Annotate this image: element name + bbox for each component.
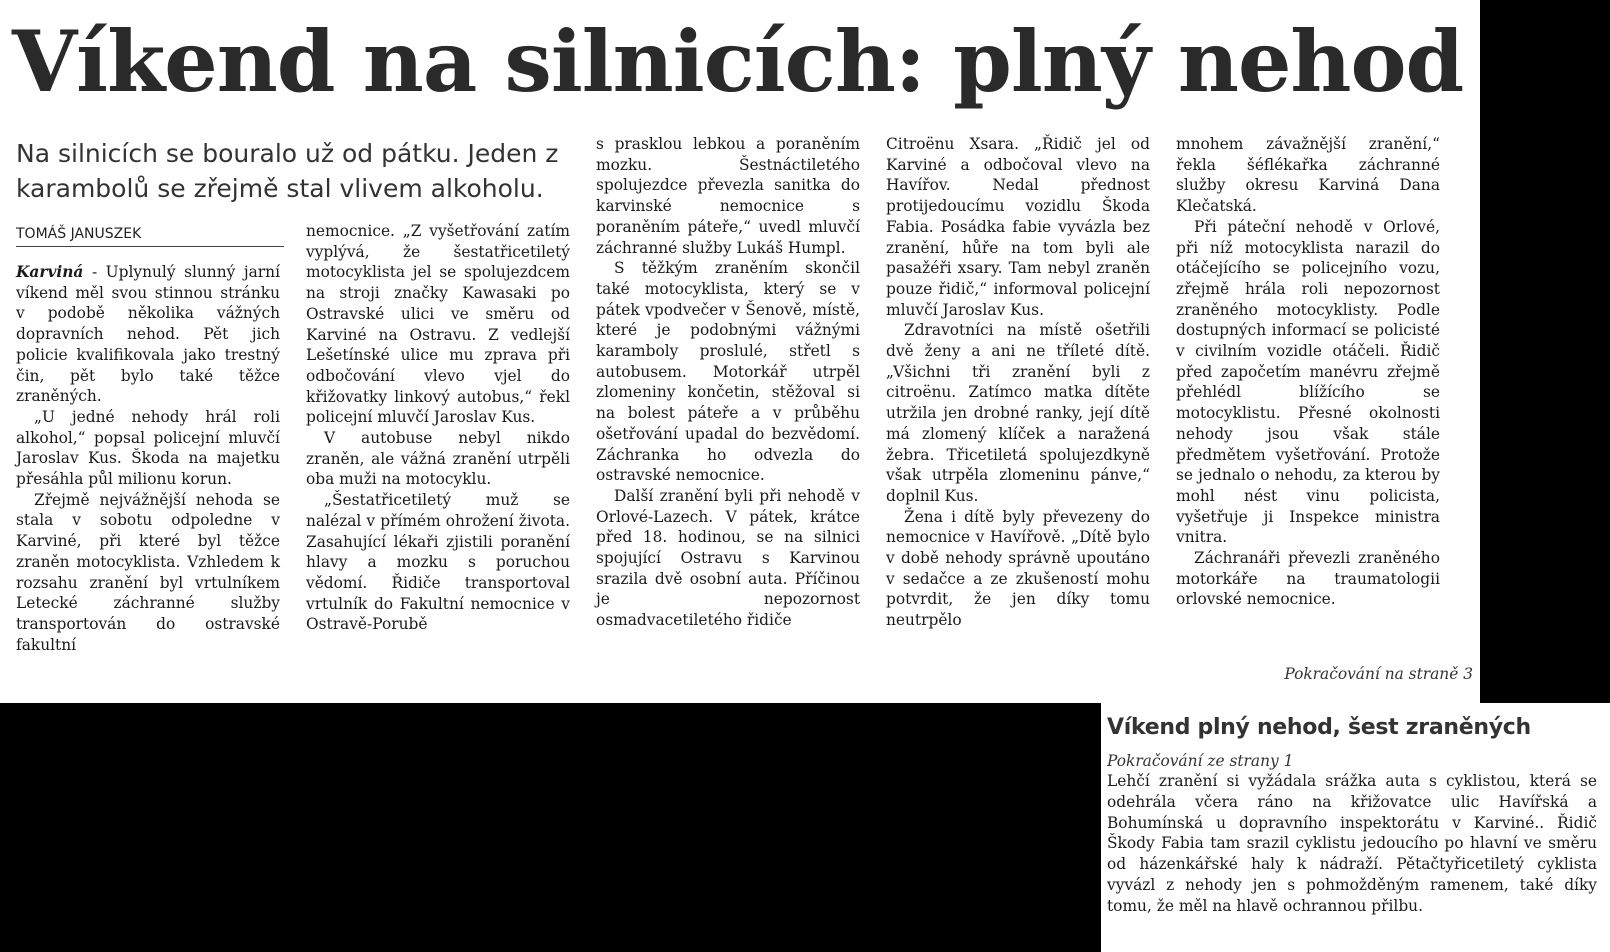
continuation-clipping [1101, 703, 1610, 952]
article-byline: TOMÁŠ JANUSZEK [16, 224, 284, 247]
article-column-3 [596, 134, 860, 631]
article-column-5 [1176, 134, 1440, 610]
article-paragraph: nemocnice. „Z vyšetřování zatím vyplývá, že šestatřicetiletý motocyklista jel se spolujezdcem na stroji značky Kawasaki po Ostravské ulici ve směru od Karviné na Ostravu. Z vedlejší Lešetínské ulice mu zprava při odbočování vlevo vjel do křižovatky linkový autobus,“ řekl policejní mluvčí Jaroslav Kus. [306, 222, 570, 427]
article-deck: Na silnicích se bouralo už od pátku. Jeden z karambolů se zřejmě stal vlivem alkoholu. [16, 139, 559, 203]
continuation-body: Lehčí zranění si vyžádala srážka auta s cyklistou, která se odehrála včera ráno na křižovatce ulic Havířská a Bohumínská u dopravního inspektorátu v Karviné.. Řidič Škody Fabia tam srazil cyklistu jedoucího po hlavní ve směru od házenkářské haly k nádraží. Pětačtyřicetiletý cyklista vyvázl z nehody jen s pohmožděným ramenem, také díky tomu, že měl na hlavě ochrannou přilbu. [1107, 772, 1597, 915]
continuation-headline: Víkend plný nehod, šest zraněných [1107, 715, 1531, 740]
article-headline: Víkend na silnicích: plný nehod [12, 12, 1464, 111]
article-paragraph: S těžkým zraněním skončil také motocyklista, který se v pátek vpodvečer v Šenově, místě, které je podobnými vážnými karamboly proslulé, střetl s autobusem. Motorkář utrpěl zlomeniny končetin, stěžoval si na bolest páteře a v průběhu ošetřování upadal do bezvědomí. Záchranka ho odvezla do ostravské nemocnice. [596, 259, 860, 485]
article-paragraph: Další zranění byli při nehodě v Orlové-Lazech. V pátek, krátce před 18. hodinou, se na silnici spojující Ostravu s Karvinou srazila dvě osobní auta. Příčinou je nepozornost osmadvacetiletého řidiče [596, 486, 860, 630]
article-paragraph: Citroënu Xsara. „Řidič jel od Karviné a odbočoval vlevo na Havířov. Nedal přednost protijedoucímu vozidlu Škoda Fabia. Posádka fabie vyvázla bez zranění, hůře na tom byli ale pasažéři xsary. Tam nebyl zraněn pouze řidič,“ informoval policejní mluvčí Jaroslav Kus. [886, 135, 1150, 319]
continuation-from-note: Pokračování ze strany 1 [1107, 752, 1294, 770]
article-paragraph: „Šestatřicetiletý muž se nalézal v přímém ohrožení života. Zasahující lékaři zjistili poranění hlavy a mozku s poruchou vědomí. Řidiče transportoval vrtulník do Fakultní nemocnice v Ostravě-Porubě [306, 491, 570, 634]
article-column-1 [16, 262, 280, 655]
article-column-4 [886, 134, 1150, 631]
article-paragraph: V autobuse nebyl nikdo zraněn, ale vážná zranění utrpěli oba muži na motocyklu. [306, 429, 570, 489]
location-label: Karviná [16, 263, 84, 281]
article-paragraph: Karviná - Uplynulý slunný jarní víkend měl svou stinnou stránku v podobě několika vážných dopravních nehod. Pět jich policie kvalifikovala jako trestný čin, pět bylo také těžce zraněných. [16, 263, 280, 406]
article-paragraph: Při páteční nehodě v Orlové, při níž motocyklista narazil do otáčejícího se policejního vozu, zřejmě hrála roli nepozornost zraněného motocyklisty. Podle dostupných informací se policisté v civilním vozidle otáčeli. Řidič před započetím manévru zřejmě přehlédl blížícího se motocyklistu. Přesné okolnosti nehody jsou však stále předmětem vyšetřování. Protože se jednalo o nehodu, za kterou by mohl nést vinu policista, vyšetřuje ji Inspekce ministra vnitra. [1176, 217, 1440, 547]
continuation-note: Pokračování na straně 3 [1284, 665, 1473, 683]
article-paragraph: Záchranáři převezli zraněného motorkáře na traumatologii orlovské nemocnice. [1176, 549, 1440, 609]
article-paragraph: „U jedné nehody hrál roli alkohol,“ popsal policejní mluvčí Jaroslav Kus. Škoda na majetku přesáhla půl milionu korun. [16, 407, 280, 489]
article-paragraph: Zdravotníci na místě ošetřili dvě ženy a ani ne tříleté dítě. „Všichni tři zranění byli z citroënu. Zatímco matka dítěte utržila jen drobné ranky, její dítě má zlomený klíček a naražená žebra. Třicetiletá spolujezdkyně však utrpěla zlomeninu pánve,“ doplnil Kus. [886, 321, 1150, 505]
article-paragraph: Zřejmě nejvážnější nehoda se stala v sobotu odpoledne v Karviné, při které byl těžce zraněn motocyklista. Vzhledem k rozsahu zranění byl vrtulníkem Letecké záchranné služby transportován do ostravské fakultní [16, 490, 280, 654]
article-paragraph: Žena i dítě byly převezeny do nemocnice v Havířově. „Dítě bylo v době nehody správně upoutáno v sedačce a ze zkušeností mohu potvrdit, že jen díky tomu neutrpělo [886, 507, 1150, 630]
article-paragraph: s prasklou lebkou a poraněním mozku. Šestnáctiletého spolujezdce převezla sanitka do karvinské nemocnice s poraněním páteře,“ uvedl mluvčí záchranné služby Lukáš Humpl. [596, 135, 860, 257]
article-paragraph: mnohem závažnější zranění,“ řekla šéflékařka záchranné služby okresu Karviná Dana Klečatská. [1176, 135, 1440, 216]
article-column-2 [306, 221, 570, 635]
